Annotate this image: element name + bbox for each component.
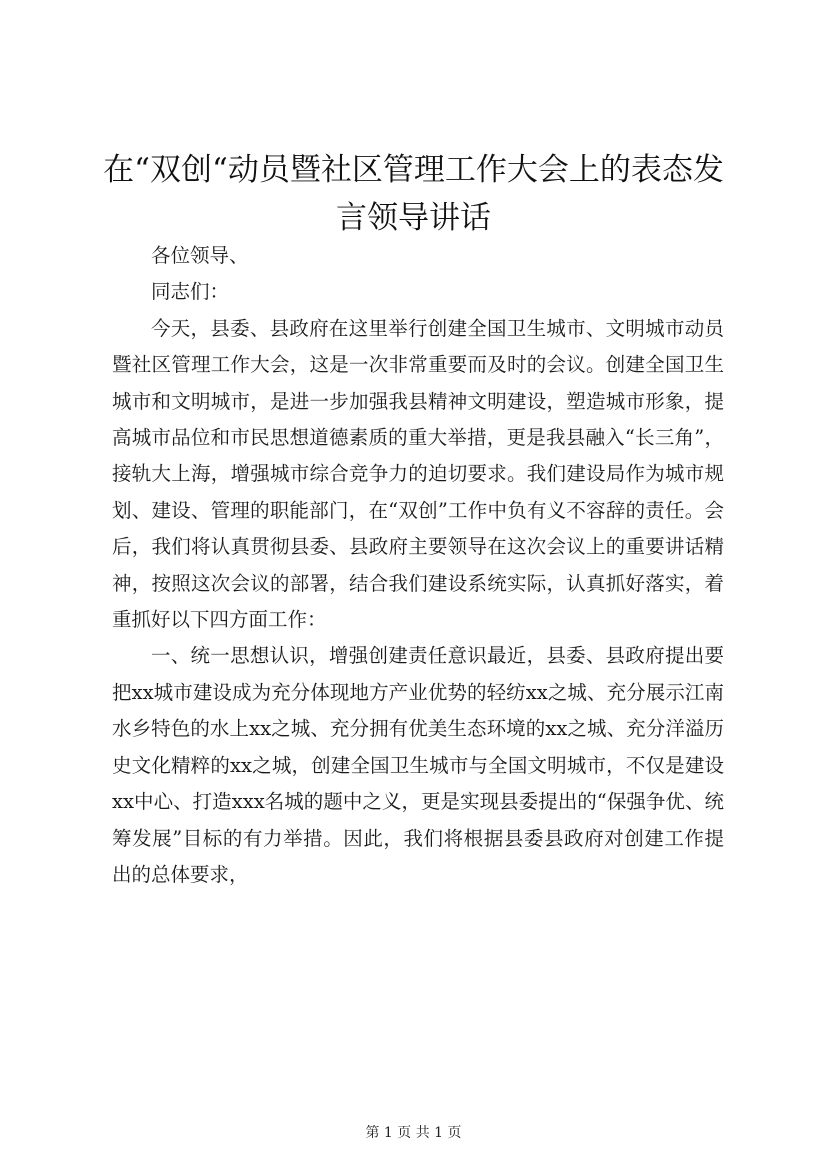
page-number-footer: 第 1 页 共 1 页	[365, 1125, 462, 1141]
body-paragraph: 今天，县委、县政府在这里举行创建全国卫生城市、文明城市动员暨社区管理工作大会，这是一次非常重要而及时的会议。创建全国卫生城市和文明城市，是进一步加强我县精神文明建设，塑造城市形象，提高城市品位和市民思想道德素质的重大举措，更是我县融入“长三角”，接轨大上海，增强城市综合竞争力的迫切要求。我们建设局作为城市规划、建设、管理的职能部门，在“双创”工作中负有义不容辞的责任。会后，我们将认真贯彻县委、县政府主要领导在这次会议上的重要讲话精神，按照这次会议的部署，结合我们建设系统实际，认真抓好落实，着重抓好以下四方面工作：	[112, 316, 724, 632]
greeting-line: 同志们：	[151, 280, 230, 304]
body-paragraph: 一、统一思想认识，增强创建责任意识最近，县委、县政府提出要把xx城市建设成为充分体现地方产业优势的轻纺xx之城、充分展示江南水乡特色的水上xx之城、充分拥有优美生态环境的xx之城、充分洋溢历史文化精粹的xx之城，创建全国卫生城市与全国文明城市，不仅是建设xx中心、打造xxx名城的题中之义，更是实现县委提出的“保强争优、统筹发展”目标的有力举措。因此，我们将根据县委县政府对创建工作提出的总体要求，	[112, 644, 724, 886]
document-body	[112, 238, 724, 893]
greeting-line: 各位领导、	[151, 244, 249, 267]
document-title: 在“双创“动员暨社区管理工作大会上的表态发言领导讲话	[103, 152, 724, 236]
